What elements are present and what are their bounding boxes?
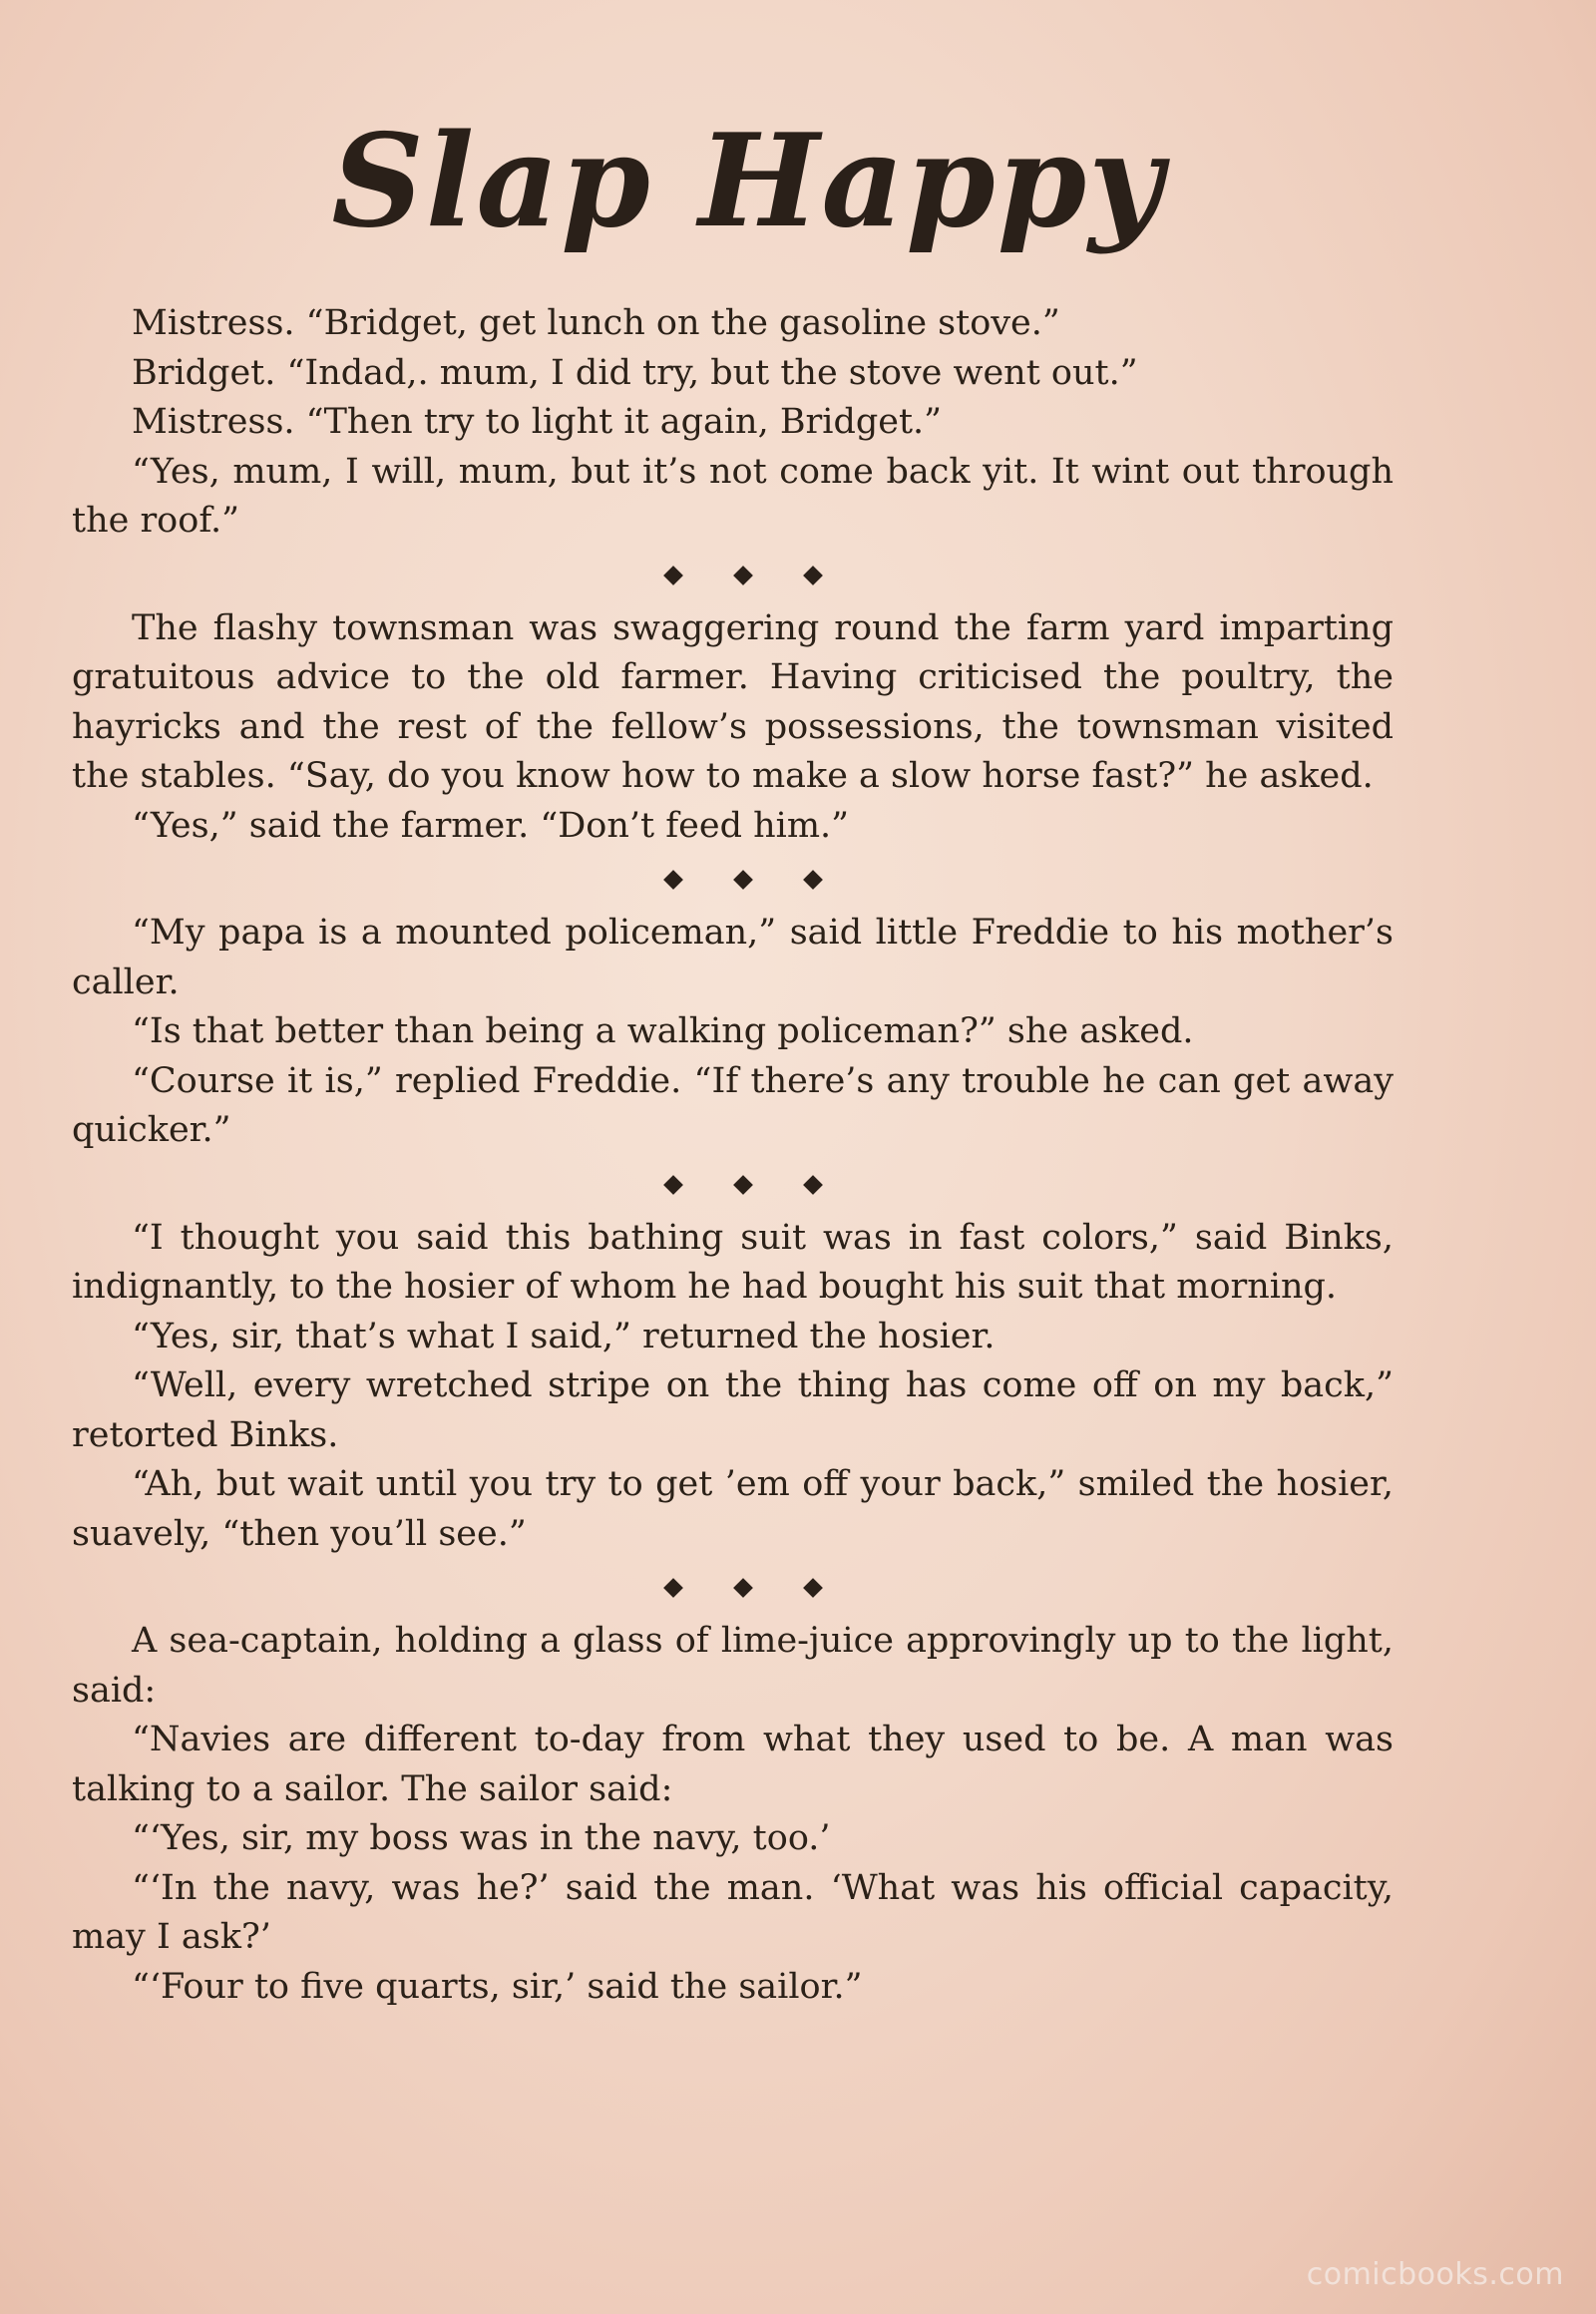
diamond-icon xyxy=(733,1578,753,1598)
section-separator xyxy=(72,1156,1394,1214)
diamond-icon xyxy=(803,1175,823,1195)
diamond-icon xyxy=(733,1175,753,1195)
paragraph: Bridget. “Indad,. mum, I did try, but the stove went out.” xyxy=(132,352,1138,393)
paragraph: “Yes, mum, I will, mum, but it’s not come back yit. It wint out through the roof.” xyxy=(72,451,1394,541)
paragraph: “Yes,” said the farmer. “Don’t feed him.” xyxy=(132,805,850,846)
paragraph: “My papa is a mounted policeman,” said little Freddie to his mother’s caller. xyxy=(72,913,1394,1002)
text-column xyxy=(72,299,1394,2012)
diamond-icon xyxy=(663,1578,683,1598)
paragraph: A sea-captain, holding a glass of lime-juice approvingly up to the light, said: xyxy=(72,1621,1394,1711)
diamond-icon xyxy=(803,870,823,890)
diamond-icon xyxy=(663,1175,683,1195)
paragraph: “‘Yes, sir, my boss was in the navy, too.’ xyxy=(132,1818,831,1858)
paragraph: “Is that better than being a walking policeman?” she asked. xyxy=(132,1011,1194,1051)
diamond-icon xyxy=(803,566,823,585)
paragraph: “I thought you said this bathing suit was in fast colors,” said Binks, indignantly, to the hosier of whom he had bought his suit that morning. xyxy=(72,1217,1394,1307)
page-title: Slap Happy xyxy=(331,107,1165,256)
paragraph: Mistress. “Then try to light it again, Bridget.” xyxy=(132,402,943,442)
paragraph: “‘Four to five quarts, sir,’ said the sailor.” xyxy=(132,1966,863,2007)
watermark: comicbooks.com xyxy=(1306,2257,1564,2292)
paragraph: Mistress. “Bridget, get lunch on the gasoline stove.” xyxy=(132,303,1060,343)
paragraph: “Yes, sir, that’s what I said,” returned the hosier. xyxy=(132,1316,996,1356)
section-separator xyxy=(72,1559,1394,1617)
paragraph: “Course it is,” replied Freddie. “If there’s any trouble he can get away quicker.” xyxy=(72,1060,1394,1150)
diamond-icon xyxy=(803,1578,823,1598)
diamond-icon xyxy=(663,566,683,585)
paragraph: “Ah, but wait until you try to get ’em off your back,” smiled the hosier, suavely, “then you’ll see.” xyxy=(72,1464,1394,1554)
paragraph: “Well, every wretched stripe on the thing has come off on my back,” retorted Binks. xyxy=(72,1365,1394,1455)
section-separator xyxy=(72,851,1394,909)
paragraph: “Navies are different to-day from what they used to be. A man was talking to a sailor. The sailor said: xyxy=(72,1720,1394,1809)
diamond-icon xyxy=(663,870,683,890)
section-separator xyxy=(72,547,1394,604)
diamond-icon xyxy=(733,870,753,890)
paragraph: “‘In the navy, was he?’ said the man. ‘What was his official capacity, may I ask?’ xyxy=(72,1867,1394,1957)
diamond-icon xyxy=(733,566,753,585)
paragraph: The flashy townsman was swaggering round the farm yard imparting gratuitous advice to the old farmer. Having criticised the poultry, the hayricks and the rest of the fellow’s possessions, the townsman visited the stables. “Say, do you know how to make a slow horse fast?” he asked. xyxy=(72,607,1394,796)
